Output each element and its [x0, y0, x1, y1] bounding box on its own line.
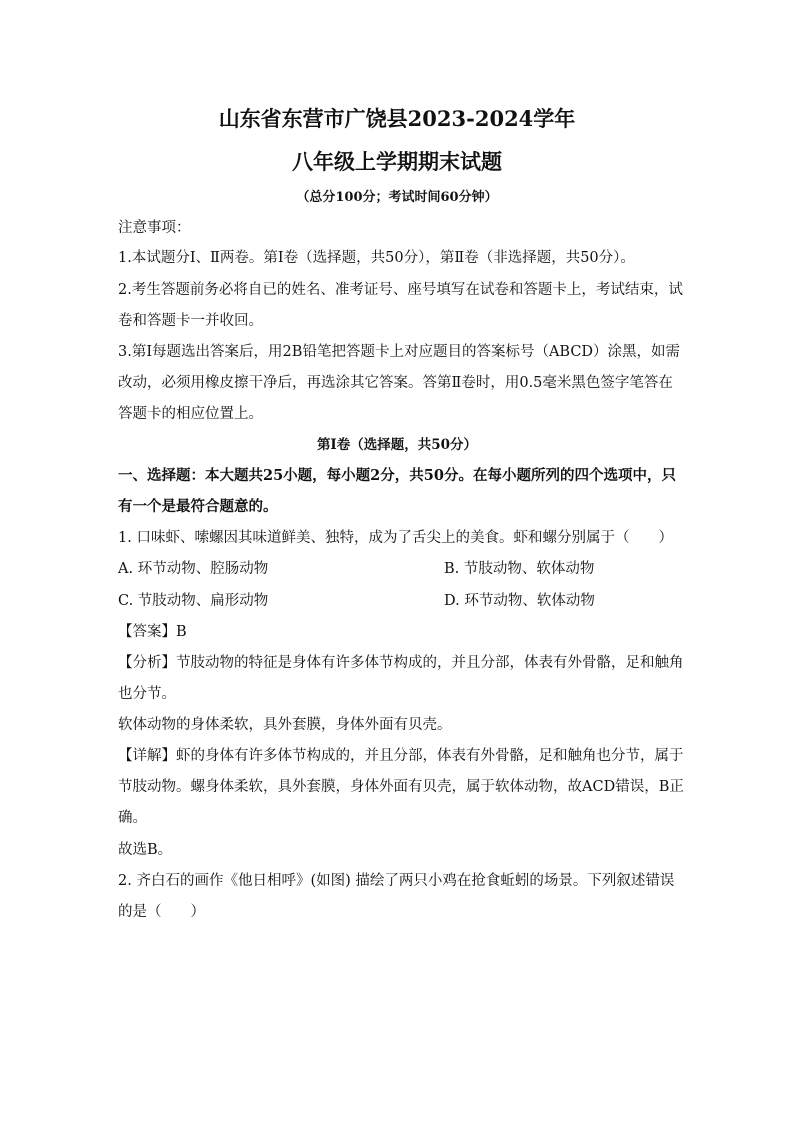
- note-3-line-2: 改动，必须用橡皮擦干净后，再选涂其它答案。答第Ⅱ卷时，用0.5毫米黑色签字笔答在: [118, 375, 673, 391]
- answer-label: 【答案】: [118, 624, 176, 640]
- notes-heading: 注意事项：: [118, 220, 191, 236]
- question-1-option-b: B. 节肢动物、软体动物: [444, 561, 595, 577]
- note-3-line-1: 3.第Ⅰ每题选出答案后，用2B铅笔把答题卡上对应题目的答案标号（ABCD）涂黑，如需: [118, 344, 681, 360]
- question-1-detail-line-2: 节肢动物。螺身体柔软，具外套膜，身体外面有贝壳，属于软体动物，故ACD错误，B正: [118, 779, 684, 795]
- question-1-detail-line-3: 确。: [118, 810, 147, 826]
- question-1-option-d: D. 环节动物、软体动物: [444, 593, 595, 609]
- exam-subtitle: 八年级上学期期末试题: [292, 149, 502, 174]
- question-2-stem-line-2: 的是（ ）: [118, 904, 205, 920]
- question-1-answer: [118, 622, 187, 642]
- score-time-note: （总分100分；考试时间60分钟）: [296, 190, 498, 205]
- exam-title: 山东省东营市广饶县2023-2024学年: [218, 106, 576, 131]
- question-1-option-c: C. 节肢动物、扁形动物: [118, 593, 269, 609]
- note-2-line-2: 卷和答题卡一并收回。: [118, 313, 263, 329]
- section-instructions-line-2: 有一个是最符合题意的。: [118, 498, 278, 515]
- part1-heading: 第Ⅰ卷（选择题，共50分）: [316, 437, 478, 453]
- note-2-line-1: 2.考生答题前务必将自已的姓名、准考证号、座号填写在试卷和答题卡上，考试结束，试: [118, 282, 683, 298]
- analysis-label: 【分析】: [118, 655, 176, 671]
- note-1: 1.本试题分Ⅰ、Ⅱ两卷。第Ⅰ卷（选择题，共50分），第Ⅱ卷（非选择题，共50分）。: [118, 250, 635, 266]
- question-1-analysis-line-2: 也分节。: [118, 686, 176, 702]
- question-1-stem: 1. 口味虾、嗦螺因其味道鲜美、独特，成为了舌尖上的美食。虾和螺分别属于（ ）: [118, 530, 673, 546]
- question-1-detail-line-1: [118, 746, 684, 766]
- question-1-conclusion: 故选B。: [118, 842, 173, 858]
- note-3-line-3: 答题卡的相应位置上。: [118, 406, 263, 422]
- question-2-stem-line-1: 2. 齐白石的画作《他日相呼》(如图) 描绘了两只小鸡在抢食蚯蚓的场景。下列叙述错误: [118, 873, 675, 889]
- detail-text: 虾的身体有许多体节构成的，并且分部，体表有外骨骼，足和触角也分节，属于: [176, 748, 684, 764]
- analysis-text: 节肢动物的特征是身体有许多体节构成的，并且分部，体表有外骨骼，足和触角: [176, 655, 684, 671]
- section-instructions-line-1: 一、选择题：本大题共25小题，每小题2分，共50分。在每小题所列的四个选项中，只: [118, 467, 676, 484]
- question-1-analysis-line-3: 软体动物的身体柔软，具外套膜，身体外面有贝壳。: [118, 717, 452, 733]
- question-1-option-a: A. 环节动物、腔肠动物: [118, 561, 269, 577]
- detail-label: 【详解】: [118, 748, 176, 764]
- question-1-analysis-line-1: [118, 653, 684, 673]
- answer-value: B: [176, 624, 187, 640]
